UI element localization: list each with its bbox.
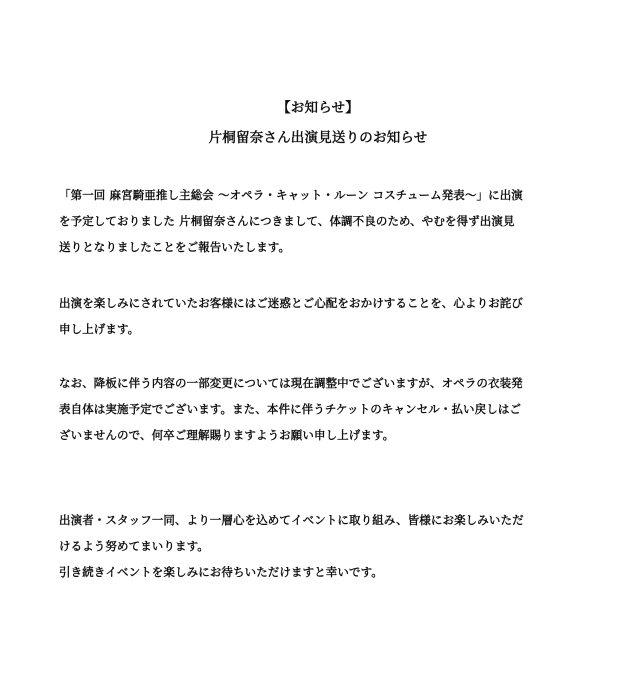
paragraph-line: けるよう努めてまいります。	[59, 539, 209, 553]
paragraph-line: 出演を楽しみにされていたお客様にはご迷惑とご心配をおかけすることを、心よりお詫び	[59, 296, 523, 310]
paragraph-line: ざいませんので、何卒ご理解賜りますようお願い申し上げます。	[59, 428, 395, 442]
paragraph-apology	[59, 290, 584, 342]
paragraph-line: なお、降板に伴う内容の一部変更については現在調整中でございますが、オペラの衣装発	[59, 376, 523, 390]
notice-label: 【お知らせ】	[277, 100, 359, 116]
notice-title: 片桐留奈さん出演見送りのお知らせ	[208, 130, 428, 146]
paragraph-line: を予定しておりました 片桐留奈さんにつきまして、体調不良のため、やむを得ず出演見	[59, 214, 515, 228]
paragraph-line: 申し上げます。	[59, 322, 140, 336]
paragraph-line: 出演者・スタッフ一同、より一層心を込めてイベントに取り組み、皆様にお楽しみいただ	[59, 513, 524, 527]
paragraph-line: 「第一回 麻宮騎亜推し主総会 ～オペラ・キャット・ルーン コスチューム発表～」に出演	[59, 188, 523, 202]
paragraph-cancellation	[59, 182, 584, 260]
paragraph-line: 表自体は実施予定でございます。また、本件に伴うチケットのキャンセル・払い戻しはご	[59, 402, 522, 416]
paragraph-details	[59, 370, 584, 448]
paragraph-line: 送りとなりましたことをご報告いたします。	[59, 240, 291, 254]
paragraph-line: 引き続きイベントを楽しみにお待ちいただけますと幸いです。	[59, 565, 383, 579]
paragraph-closing	[59, 507, 584, 585]
